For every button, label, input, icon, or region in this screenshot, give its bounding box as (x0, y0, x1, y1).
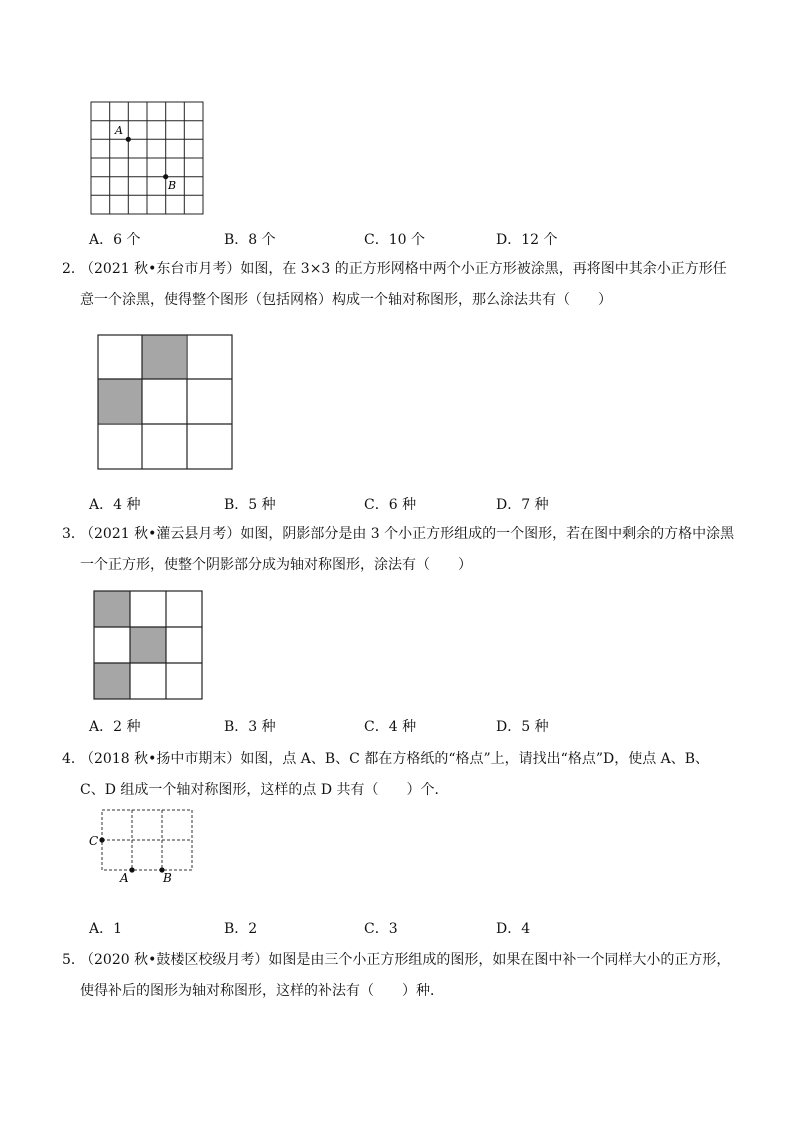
q4-option-a[interactable]: A．1 (89, 921, 123, 937)
q5-stem-line2: 使得补后的图形为轴对称图形，这样的补法有（ ）种． (80, 983, 444, 999)
q3-number: 3． (62, 526, 85, 542)
q4-option-b[interactable]: B．2 (224, 921, 258, 937)
q3-stem-line2: 一个正方形，使整个阴影部分成为轴对称图形，涂法有（ ） (80, 557, 472, 573)
q1-grid-figure (88, 100, 208, 216)
point-c-label: C (89, 834, 99, 848)
q3-option-c[interactable]: C．4 种 (364, 719, 417, 735)
q2-option-b[interactable]: B．5 种 (224, 497, 276, 513)
q5-number: 5． (62, 952, 85, 968)
q4-option-d[interactable]: D．4 (496, 921, 531, 937)
point-a (126, 137, 131, 142)
q2-stem-line2: 意一个涂黑，使得整个图形（包括网格）构成一个轴对称图形，那么涂法共有（ ） (80, 292, 612, 308)
q3-grid-figure (92, 589, 206, 701)
q1-option-b[interactable]: B．8 个 (224, 232, 276, 248)
point-b-label: B (163, 871, 172, 885)
point-c (99, 837, 104, 842)
q2-stem-line1: （2021 秋•东台市月考）如图，在 3×3 的正方形网格中两个小正方形被涂黑，再将图中其余小正方形任 (80, 261, 727, 277)
q3-shaded-cell-2 (130, 627, 166, 663)
point-a-label: A (115, 124, 123, 137)
q3-option-d[interactable]: D．5 种 (496, 719, 549, 735)
q4-number: 4． (62, 751, 85, 767)
q3-shaded-cell-1 (94, 591, 130, 627)
q5-stem-line1: （2020 秋•鼓楼区校级月考）如图是由三个小正方形组成的图形，如果在图中补一个同样大小的正方形， (80, 952, 731, 968)
q1-option-d[interactable]: D．12 个 (496, 232, 558, 248)
point-a-label: A (120, 871, 129, 885)
point-b-label: B (168, 179, 177, 192)
q4-grid-figure (86, 808, 198, 885)
point-a (129, 867, 134, 872)
q4-option-c[interactable]: C．3 (364, 921, 398, 937)
q2-option-d[interactable]: D．7 种 (496, 497, 549, 513)
q4-stem-line1: （2018 秋•扬中市期末）如图，点 A、B、C 都在方格纸的“格点”上，请找出“格点”D，使点 A、B、 (80, 751, 710, 767)
q4-stem-line2: C、D 组成一个轴对称图形，这样的点 D 共有（ ）个． (80, 782, 449, 798)
q1-option-a[interactable]: A．6 个 (89, 232, 141, 248)
q2-option-a[interactable]: A．4 种 (89, 497, 141, 513)
q3-shaded-cell-3 (94, 663, 130, 699)
q3-option-b[interactable]: B．3 种 (224, 719, 276, 735)
q3-stem-line1: （2021 秋•灌云县月考）如图，阴影部分是由 3 个小正方形组成的一个图形，若在图中剩余的方格中涂黑 (80, 526, 735, 542)
q2-number: 2． (62, 261, 85, 277)
q2-option-c[interactable]: C．6 种 (364, 497, 417, 513)
q3-option-a[interactable]: A．2 种 (89, 719, 141, 735)
q1-option-c[interactable]: C．10 个 (364, 232, 425, 248)
q2-grid-figure (96, 333, 236, 471)
q2-shaded-cell-2 (98, 379, 142, 423)
q2-shaded-cell-1 (142, 335, 186, 379)
